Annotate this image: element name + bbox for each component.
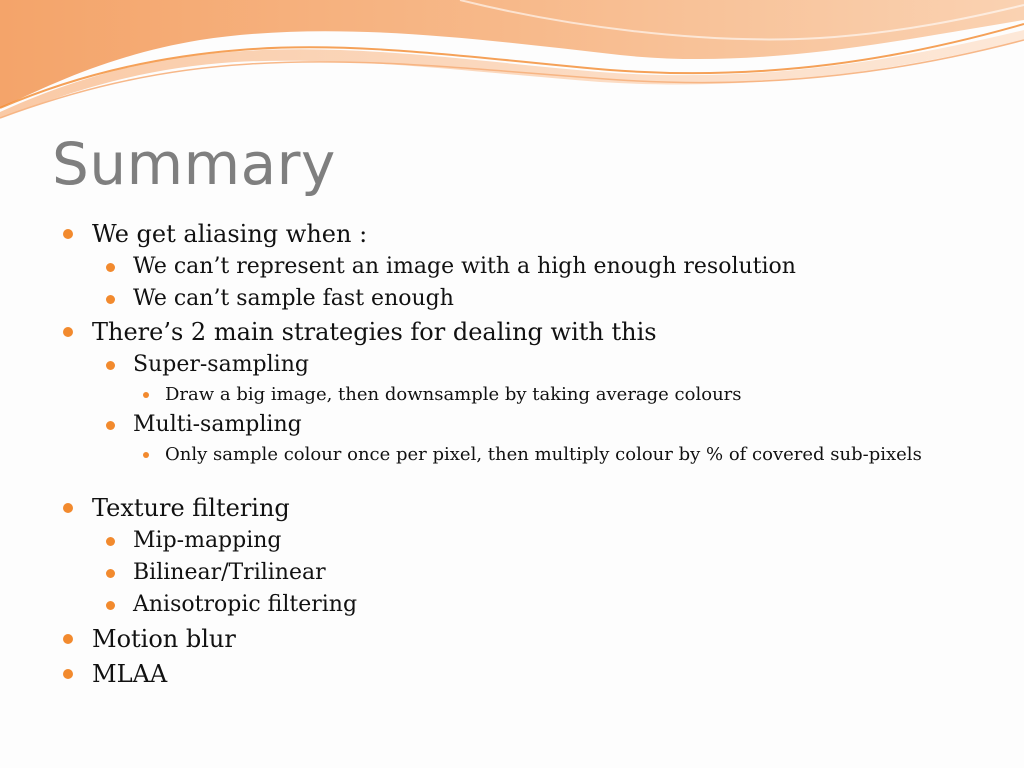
bullet-level-3 bbox=[165, 384, 742, 406]
bullet-dot-icon bbox=[143, 392, 149, 398]
bullet-text: MLAA bbox=[92, 660, 168, 688]
bullet-text: Anisotropic filtering bbox=[133, 592, 358, 617]
bullet-text: We can’t represent an image with a high enough resolution bbox=[133, 254, 796, 279]
bullet-text: Texture filtering bbox=[92, 494, 290, 522]
bullet-dot-icon bbox=[106, 295, 115, 304]
bullet-dot-icon bbox=[63, 669, 73, 679]
bullet-dot-icon bbox=[63, 229, 73, 239]
bullet-level-3 bbox=[165, 444, 925, 466]
bullet-level-2 bbox=[133, 351, 309, 379]
bullet-level-2 bbox=[133, 527, 282, 555]
bullet-level-1 bbox=[92, 624, 236, 654]
bullet-dot-icon bbox=[106, 361, 115, 370]
bullet-dot-icon bbox=[63, 327, 73, 337]
bullet-dot-icon bbox=[106, 263, 115, 272]
bullet-text: We get aliasing when : bbox=[92, 220, 368, 248]
bullet-dot-icon bbox=[63, 503, 73, 513]
bullet-level-1 bbox=[92, 493, 290, 523]
bullet-text: Bilinear/Trilinear bbox=[133, 560, 326, 585]
bullet-text: There’s 2 main strategies for dealing with this bbox=[92, 318, 657, 346]
bullet-level-1 bbox=[92, 219, 367, 249]
bullet-level-1 bbox=[92, 659, 167, 689]
bullet-text: Draw a big image, then downsample by taking average colours bbox=[165, 384, 742, 405]
bullet-dot-icon bbox=[106, 601, 115, 610]
bullet-text: Motion blur bbox=[92, 625, 236, 653]
bullet-level-2 bbox=[133, 285, 454, 313]
bullet-text: Only sample colour once per pixel, then multiply colour by % of covered sub-pixels bbox=[165, 444, 922, 465]
bullet-dot-icon bbox=[106, 569, 115, 578]
bullet-level-2 bbox=[133, 411, 302, 439]
bullet-level-2 bbox=[133, 591, 357, 619]
bullet-text: Super-sampling bbox=[133, 352, 309, 377]
bullet-text: Multi-sampling bbox=[133, 412, 302, 437]
bullet-level-2 bbox=[133, 559, 326, 587]
bullet-text: Mip-mapping bbox=[133, 528, 282, 553]
bullet-level-2 bbox=[133, 253, 796, 281]
bullet-dot-icon bbox=[106, 421, 115, 430]
bullet-dot-icon bbox=[63, 634, 73, 644]
bullet-dot-icon bbox=[143, 452, 149, 458]
bullet-dot-icon bbox=[106, 537, 115, 546]
bullet-text: We can’t sample fast enough bbox=[133, 286, 454, 311]
bullet-level-1 bbox=[92, 317, 657, 347]
slide-title: Summary bbox=[52, 130, 336, 198]
